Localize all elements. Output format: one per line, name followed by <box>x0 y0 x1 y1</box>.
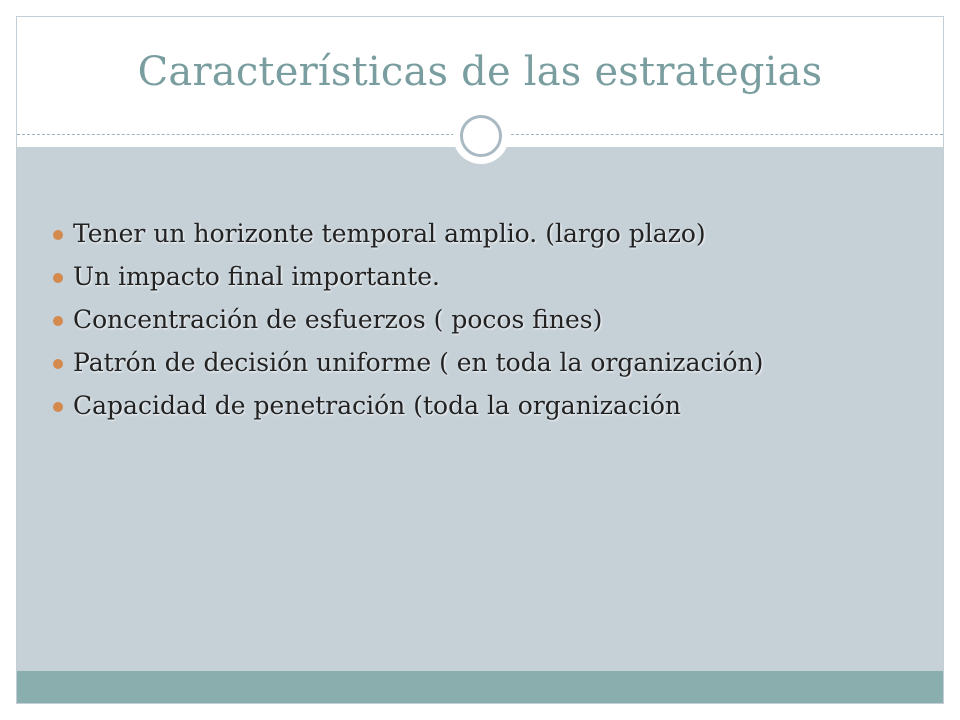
bullet-item <box>53 262 913 291</box>
bullet-dot-icon <box>53 402 63 412</box>
bullet-text: Capacidad de penetración (toda la organización <box>73 391 682 420</box>
bullet-dot-icon <box>53 316 63 326</box>
footer-band <box>17 671 943 704</box>
bullet-text: Concentración de esfuerzos ( pocos fines) <box>73 305 603 334</box>
bullet-dot-icon <box>53 273 63 283</box>
circle-ornament-icon <box>453 108 509 164</box>
slide <box>16 16 944 704</box>
slide-title: Características de las estrategias <box>137 49 823 95</box>
bullet-dot-icon <box>53 230 63 240</box>
bullet-text: Tener un horizonte temporal amplio. (largo plazo) <box>73 219 706 248</box>
bullet-dot-icon <box>53 359 63 369</box>
bullet-text: Patrón de decisión uniforme ( en toda la organización) <box>73 348 764 377</box>
bullet-item <box>53 348 913 377</box>
bullet-text: Un impacto final importante. <box>73 262 440 291</box>
content-area <box>17 147 943 671</box>
bullet-item <box>53 391 913 420</box>
bullet-item <box>53 305 913 334</box>
bullet-list <box>53 219 913 434</box>
bullet-item <box>53 219 913 248</box>
ring-icon <box>460 115 502 157</box>
